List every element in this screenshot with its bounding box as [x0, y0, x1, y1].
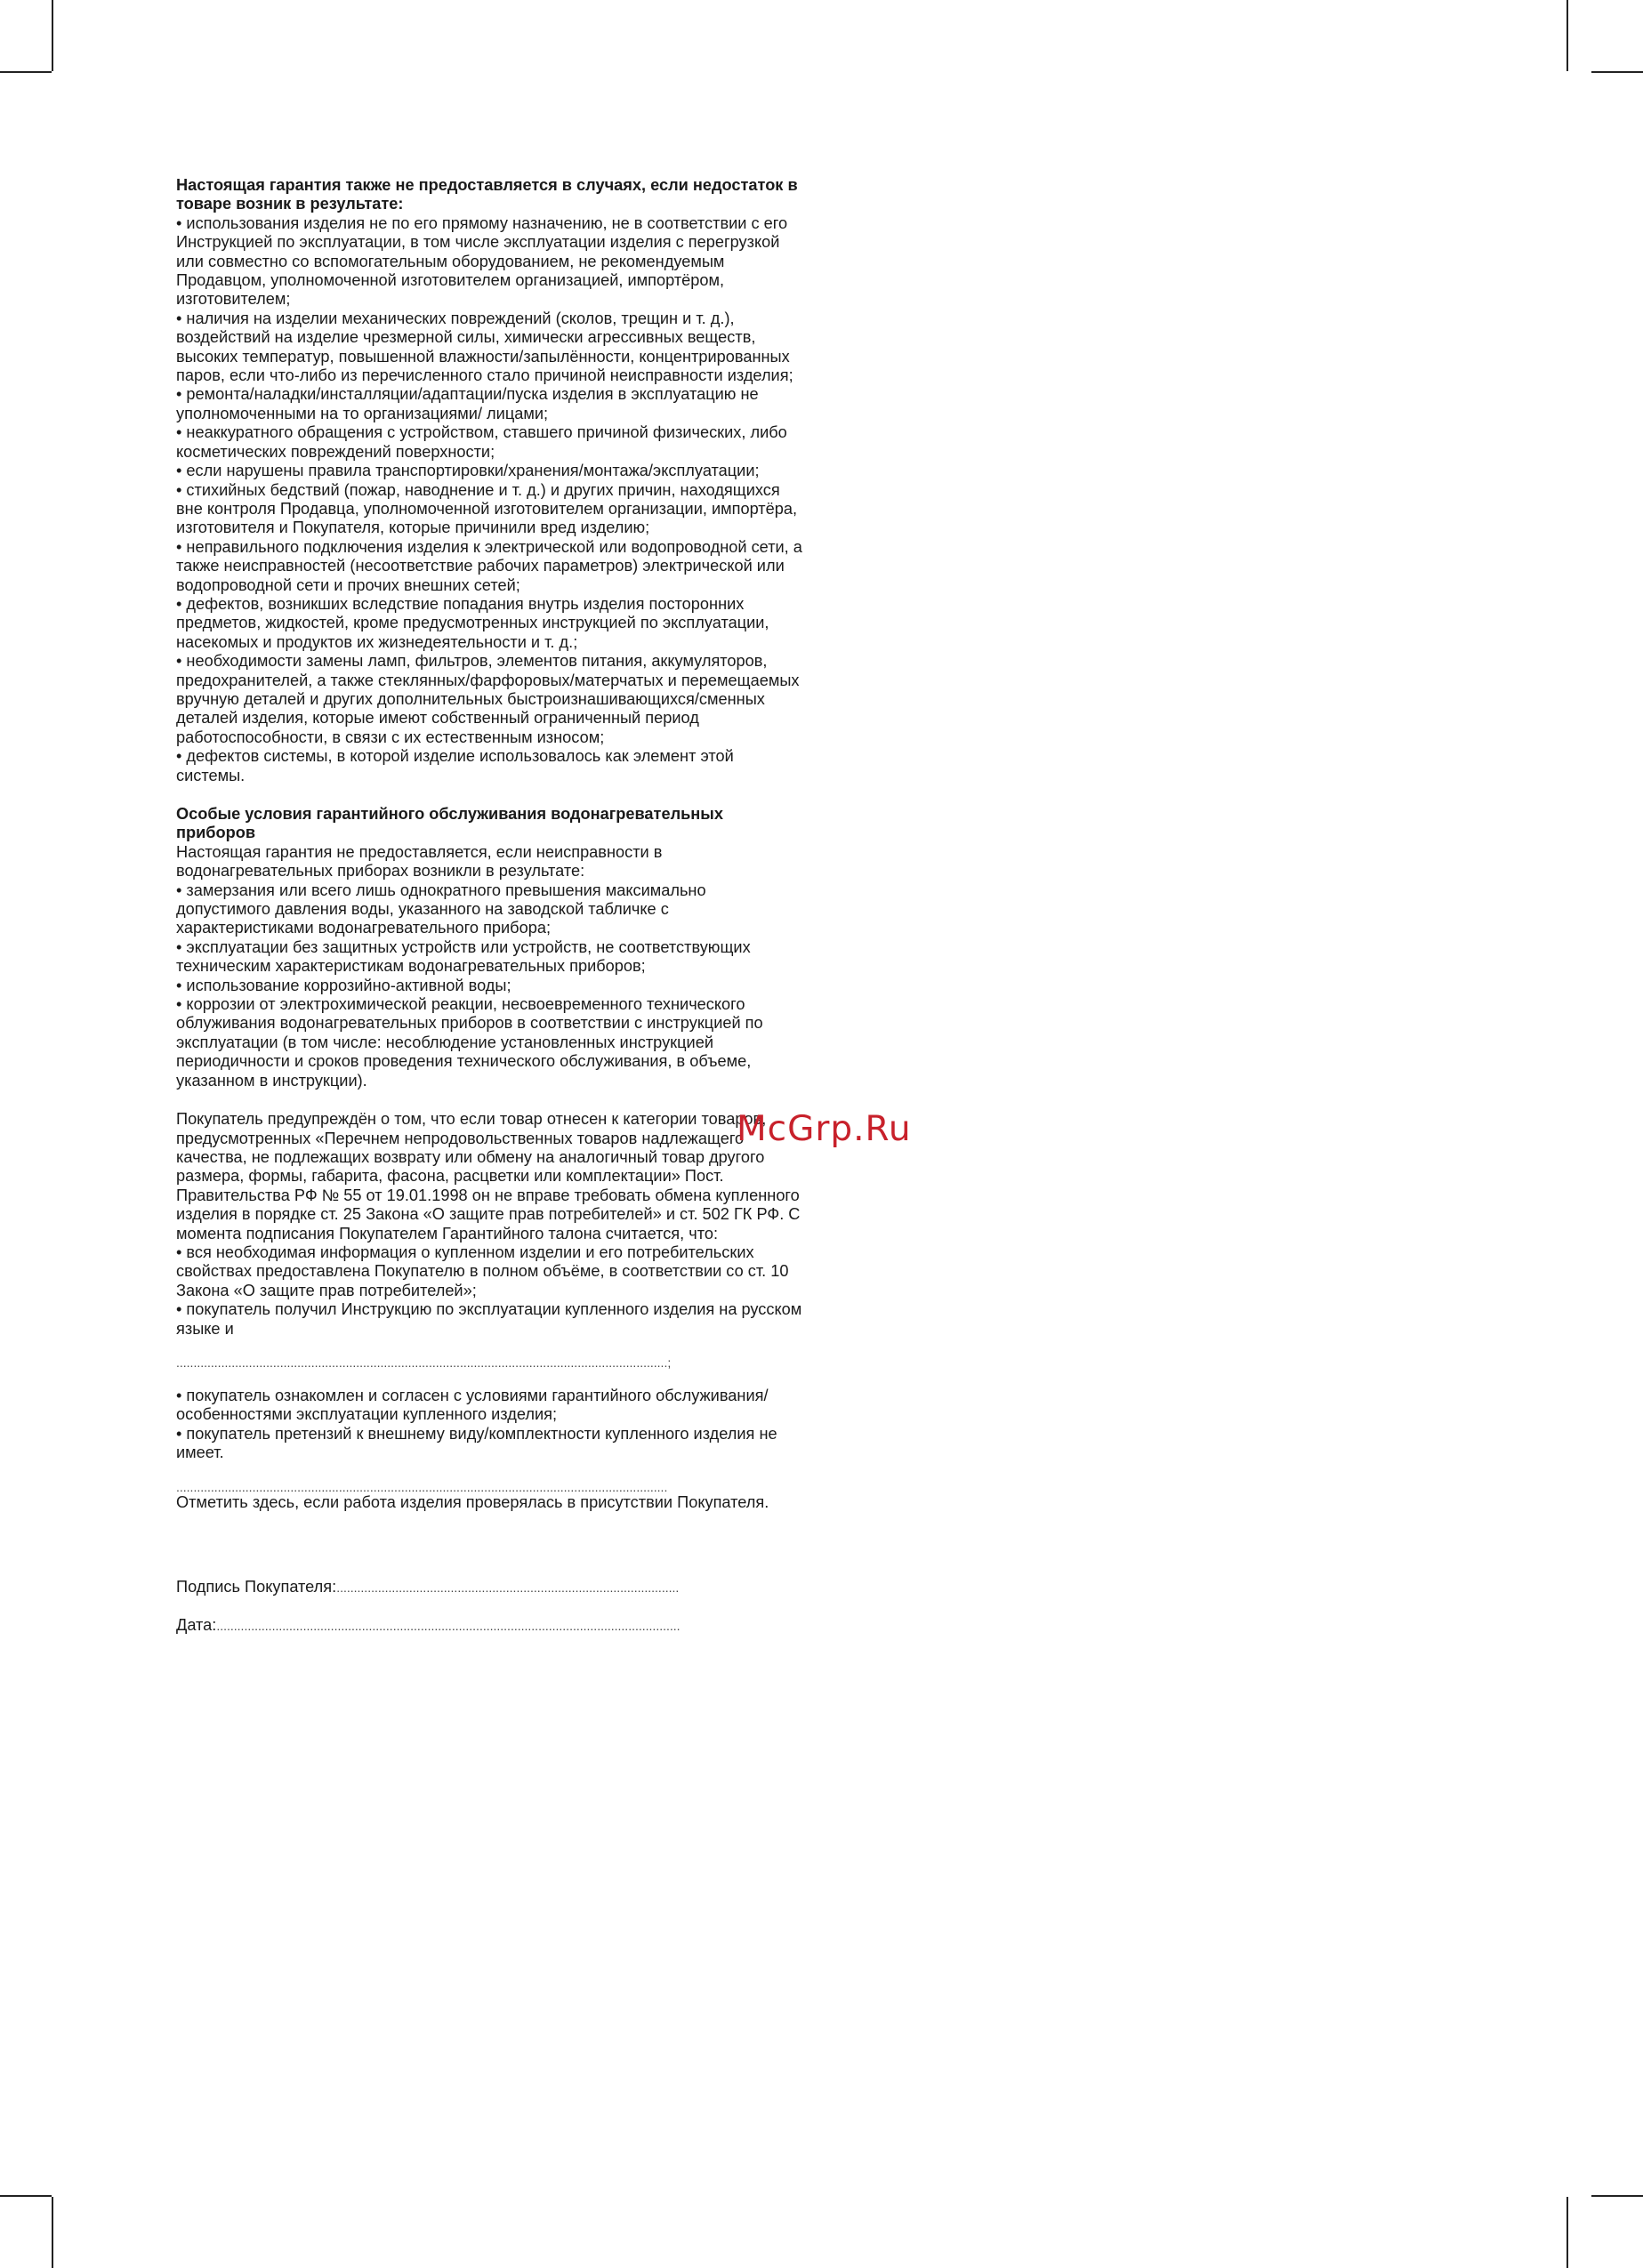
crop-mark [1591, 71, 1643, 73]
section-heading: Особые условия гарантийного обслуживания водонагревательных приборов [176, 805, 723, 842]
list-item: • необходимости замены ламп, фильтров, элементов питания, аккумуляторов, предохранителей, а также стеклянных/фарфоровых/матерчатых и перемещаемых вручную деталей и других дополнительных быстроизнашивающихся/сменных деталей изделия, которые имеют собственный ограниченный период работоспособности, в связи с их естественным износом; [176, 652, 800, 746]
list-item: • вся необходимая информация о купленном изделии и его потребительских свойствах предоставлена Покупателю в полном объёме, в соответствии со ст. 10 Закона «О защите прав потребителей»; [176, 1243, 789, 1299]
check-note: Отметить здесь, если работа изделия проверялась в присутствии Покупателя. [176, 1492, 769, 1511]
list-item: • использование коррозийно-активной воды; [176, 976, 511, 994]
list-item: • наличия на изделии механических повреждений (сколов, трещин и т. д.), воздействий на изделие чрезмерной силы, химически агрессивных веществ, высоких температур, повышенной влажности/запылённости, концентрированных паров, если что-либо из перечисленного стало причиной неисправности изделия; [176, 309, 793, 385]
list-item: • покупатель получил Инструкцию по эксплуатации купленного изделия на русском языке и [176, 1300, 802, 1338]
crop-mark [1566, 0, 1568, 71]
list-item: • неправильного подключения изделия к электрической или водопроводной сети, а также неисправностей (несоответствие рабочих параметров) электрической или водопроводной сети и прочих внешних сетей; [176, 537, 802, 594]
list-item: • покупатель ознакомлен и согласен с условиями гарантийного обслуживания/особенностями эксплуатации купленного изделия; [176, 1386, 769, 1424]
crop-mark [0, 2195, 52, 2197]
list-item: • ремонта/наладки/инсталляции/адаптации/пуска изделия в эксплуатацию не уполномоченными на то организациями/ лицами; [176, 385, 759, 422]
list-item: • использования изделия не по его прямому назначению, не в соответствии с его Инструкцией по эксплуатации, в том числе эксплуатации изделия с перегрузкой или совместно со вспомогательным оборудованием, не рекомендуемым Продавцом, уполномоченной изготовителем организацией, импортёром, изготовителем; [176, 213, 788, 309]
list-item: • покупатель претензий к внешнему виду/комплектности купленного изделия не имеет. [176, 1424, 777, 1462]
crop-mark [1566, 2197, 1568, 2268]
fill-in-line[interactable]: ..............................................................................................................................................; [176, 1355, 672, 1369]
date-label: Дата: [176, 1616, 217, 1635]
date-row [176, 1616, 803, 1636]
section-heading: Настоящая гарантия также не предоставляется в случаях, если недостаток в товаре возник в результате: [176, 176, 798, 213]
list-item: • стихийных бедствий (пожар, наводнение и т. д.) и других причин, находящихся вне контроля Продавца, уполномоченной изготовителем организации, импортёра, изготовителя и Покупателя, которые причинили вред изделию; [176, 480, 798, 537]
list-item: • неаккуратного обращения с устройством, ставшего причиной физических, либо косметических повреждений поверхности; [176, 423, 787, 461]
warranty-text [176, 176, 803, 1637]
crop-mark [1591, 2195, 1643, 2197]
consumer-paragraph: Покупатель предупреждён о том, что если товар отнесен к категории товаров, предусмотренных «Перечнем непродовольственных товаров надлежащего качества, не подлежащих возврату или обмену на аналогичный товар другого размера, формы, габарита, фасона, расцветки или комплектации» Пост. Правительства РФ № 55 от 19.01.1998 он не вправе требовать обмена купленного изделия в порядке ст. 25 Закона «О защите прав потребителей» и ст. 502 ГК РФ. С момента подписания Покупателем Гарантийного талона считается, что: [176, 1110, 801, 1243]
section-intro: Настоящая гарантия не предоставляется, если неисправности в водонагревательных приборах возникли в результате: [176, 842, 663, 881]
watermark: McGrp.Ru [737, 1109, 912, 1149]
signature-row [176, 1578, 803, 1597]
crop-mark [52, 0, 53, 71]
signature-field[interactable]: ................................................................................................... [336, 1580, 680, 1595]
check-line[interactable]: .............................................................................................................................................. [176, 1480, 668, 1493]
crop-mark [52, 2197, 53, 2268]
date-field[interactable]: ...................................................................................................................................... [216, 1619, 681, 1634]
list-item: • дефектов системы, в которой изделие использовалось как элемент этой системы. [176, 747, 734, 784]
signature-label: Подпись Покупателя: [176, 1578, 337, 1596]
list-item: • коррозии от электрохимической реакции, несвоевременного технического облуживания водонагревательных приборов в соответствии с инструкцией по эксплуатации (в том числе: несоблюдение установленных инструкцией периодичности и сроков проведения технического обслуживания, в объеме, указанном в инструкции). [176, 995, 763, 1090]
list-item: • замерзания или всего лишь однократного превышения максимально допустимого давления воды, указанного на заводской табличке с характеристиками водонагревательного прибора; [176, 881, 706, 937]
crop-mark [0, 71, 52, 73]
list-item: • эксплуатации без защитных устройств или устройств, не соответствующих техническим характеристикам водонагревательных приборов; [176, 937, 751, 976]
list-item: • если нарушены правила транспортировки/хранения/монтажа/эксплуатации; [176, 462, 760, 480]
list-item: • дефектов, возникших вследствие попадания внутрь изделия посторонних предметов, жидкостей, кроме предусмотренных инструкцией по эксплуатации, насекомых и продуктов их жизнедеятельности и т. д.; [176, 594, 769, 651]
